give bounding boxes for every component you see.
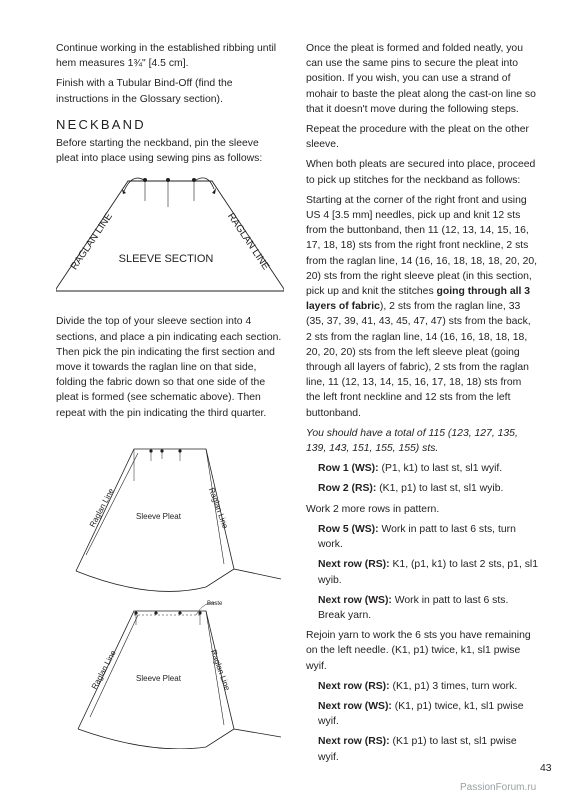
pin-instructions: Divide the top of your sleeve section into 4 sections, and place a pin indicating each section. Then pick the pin indicating the first section and move it towards the raglan line on that side, folding the fabric down so that one side of the pleat is formed (see schematic above). Then repeat with the pin indicating the third quarter.: [56, 316, 282, 419]
next-row-2: Next row (WS): Work in patt to last 6 sts. Break yarn.: [318, 594, 509, 621]
sleeve-section-diagram: [56, 171, 284, 306]
pleat2-label: Sleeve Pleat: [136, 673, 181, 683]
row-1: Row 1 (WS): (P1, k1) to last st, sl1 wyif.: [318, 463, 503, 475]
raglan-line-label-right: RAGLAN LINE: [225, 211, 272, 273]
hem-paragraph: Continue working in the established ribbing until hem measures 1¾" [4.5 cm].: [56, 43, 277, 70]
pleat1-raglan-left: Raglan Line: [87, 486, 116, 529]
pleat1-label: Sleeve Pleat: [136, 511, 181, 521]
row-2: Row 2 (RS): (K1, p1) to last st, sl1 wyib.: [318, 483, 504, 495]
pleat-diagram-1: [56, 429, 284, 749]
work-more-rows: Work 2 more rows in pattern.: [306, 503, 440, 515]
repeat-paragraph: Repeat the procedure with the pleat on the other sleeve.: [306, 124, 529, 151]
page-number: 43: [540, 763, 552, 774]
watermark: PassionForum.ru: [460, 782, 537, 793]
baste-label: Baste: [207, 600, 223, 607]
pick-up-intro: When both pleats are secured into place, proceed to pick up stitches for the neckband as follows:: [306, 159, 536, 186]
left-column: [56, 41, 284, 749]
raglan-line-label-left: RAGLAN LINE: [68, 211, 115, 273]
pleat1-raglan-right: Raglan Line: [206, 486, 230, 530]
stitch-total: You should have a total of 115 (123, 127, 135, 139, 143, 151, 155, 155) sts.: [306, 427, 518, 455]
right-column: [306, 41, 538, 770]
neckband-intro: Before starting the neckband, pin the sleeve pleat into place using sewing pins as follows:: [56, 138, 263, 165]
rejoin-paragraph: Rejoin yarn to work the 6 sts you have remaining on the left needle. (K1, p1) twice, k1, sl1 pwise wyif.: [306, 630, 531, 672]
next-row-3: Next row (RS): (K1, p1) 3 times, turn work.: [318, 680, 518, 692]
sleeve-section-label: SLEEVE SECTION: [118, 253, 214, 266]
next-row-1: Next row (RS): K1, (p1, k1) to last 2 sts, p1, sl1 wyib.: [318, 559, 539, 586]
row-5: Row 5 (WS): Work in patt to last 6 sts, turn work.: [318, 523, 516, 551]
neckband-heading: NECKBAND: [56, 116, 146, 132]
bind-off-paragraph: Finish with a Tubular Bind-Off (find the instructions in the Glossary section).: [56, 78, 233, 105]
layers-emphasis: going through all 3 layers of fabric: [306, 286, 531, 313]
pleat-secure-paragraph: Once the pleat is formed and folded neatly, you can use the same pins to secure the pleat into position. If you wish, you can use a strand of mohair to baste the pleat along the cast-on line so that it doesn't move during the following steps.: [306, 43, 536, 115]
pleat2-raglan-left: Raglan Line: [89, 648, 118, 691]
next-row-5: Next row (RS): (K1 p1) to last st, sl1 pwise wyif.: [318, 736, 517, 763]
pleat2-raglan-right: Raglan Line: [208, 648, 232, 692]
next-row-4: Next row (WS): (K1, p1) twice, k1, sl1 pwise wyif.: [318, 700, 524, 728]
pick-up-instructions: Starting at the corner of the right front and using US 4 [3.5 mm] needles, pick up and knit 12 sts from the buttonband, then 11 (12, 13, 14, 15, 16, 17, 18, 18) sts from the right front neckline, 2 sts from the raglan line, 14 (16, 16, 18, 18, 18, 20, 20, 20) sts from the right sleeve pleat (in this section, pick up and knit the stitches going through all 3 layers of fabric), 2 sts from the raglan line, 33 (35, 37, 39, 41, 43, 45, 47, 47) sts from the back, 2 sts from the raglan line, 14 (16, 16, 18, 18, 18, 20, 20, 20) sts from the left sleeve pleat (going through all layers of fabric), 2 sts from the raglan line, 11 (12, 13, 14, 15, 16, 17, 18, 18) sts from the left front neckline and 12 sts from the left buttonband.: [306, 194, 538, 419]
